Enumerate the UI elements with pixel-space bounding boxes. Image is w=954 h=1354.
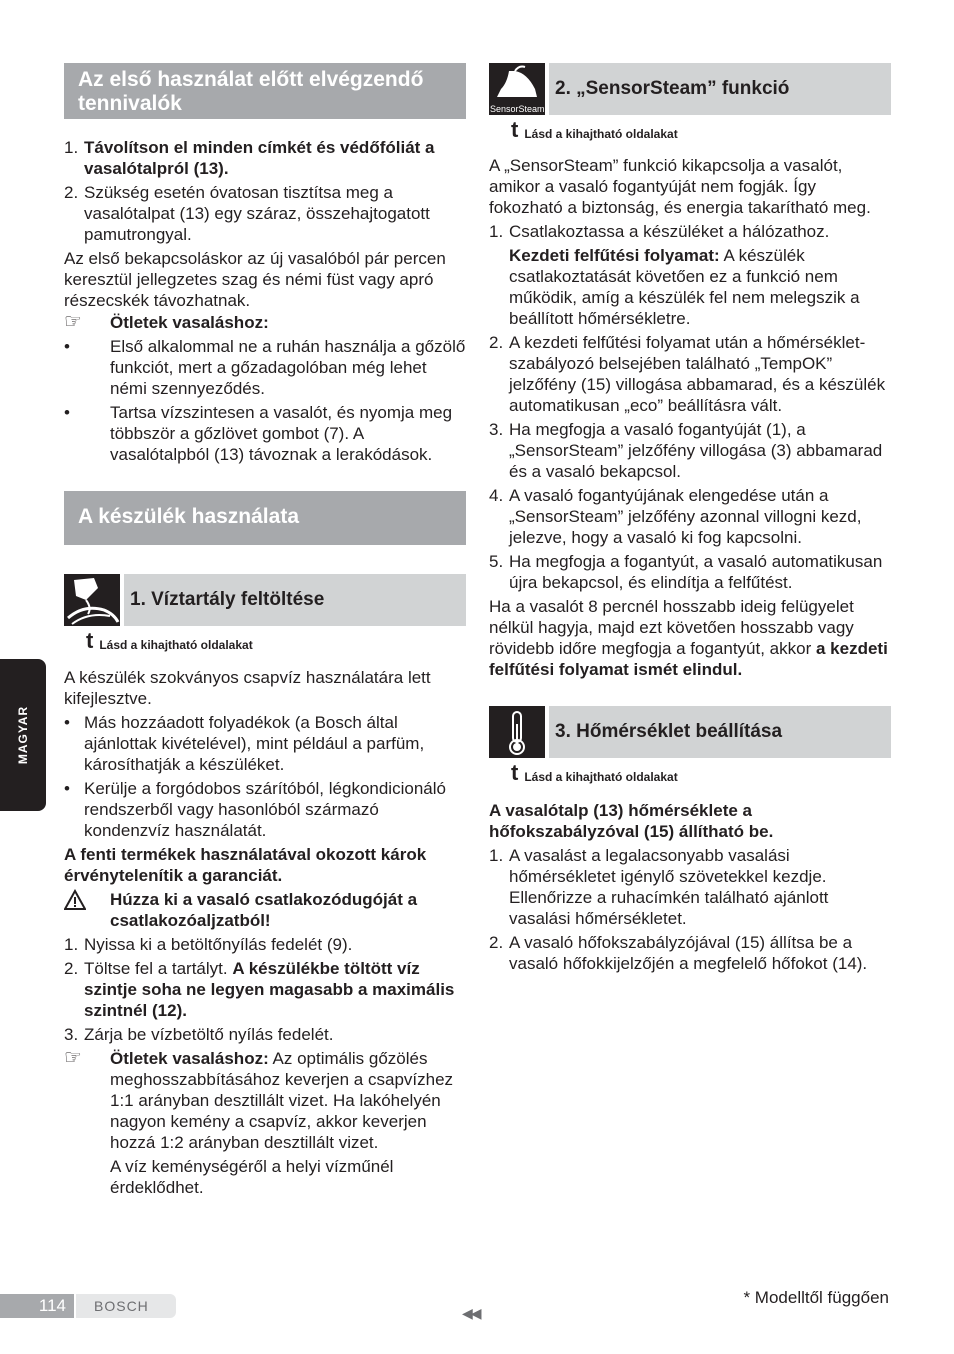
- paragraph: A „SensorSteam” funkció kikapcsolja a vasalót, amikor a vasaló fogantyúját nem fogják. Így fokozható a biztonság, és energia takarítható meg.: [489, 156, 871, 217]
- bullet-icon: •: [64, 337, 70, 356]
- subsection-header-sensorsteam: [489, 63, 891, 115]
- subsection-header-temperature: [489, 706, 891, 758]
- bullet-item: • Kerülje a forgódobos szárítóból, légkondicionáló rendszerből vagy hasonlóból származó kondenzvíz használatát.: [64, 779, 446, 840]
- water-fill-icon: [64, 574, 120, 626]
- foldout-reference: t Lásd a kihajtható oldalakat: [511, 760, 678, 785]
- list-item: 1. Távolítson el minden címkét és védőfóliát a vasalótalpról (13).: [64, 138, 435, 178]
- bullet-icon: •: [64, 779, 70, 798]
- paragraph: Ha a vasalót 8 percnél hosszabb ideig felügyelet nélkül hagyja, majd ezt követően hosszabb vagy rövidebb időre megfogja a fogantyút, akkor a kezdeti felfűtési folyamat ismét elindul.: [489, 597, 888, 679]
- subsection-title: 1. Víztartály feltöltése: [124, 574, 466, 626]
- back-arrows-icon[interactable]: ◀◀: [462, 1305, 480, 1321]
- foldout-reference: t Lásd a kihajtható oldalakat: [511, 117, 678, 142]
- list-item: 2. A kezdeti felfűtési folyamat után a hőmérséklet-szabályozó belsejében található „TempOK” jelzőfény (15) villogása abbamarad, és a készülék automatikusan „eco” beállításra vált.: [489, 333, 886, 415]
- bullet-icon: •: [64, 713, 70, 732]
- list-item: 2. Szükség esetén óvatosan tisztítsa meg a vasalótalpat (13) egy száraz, összehajtogatott pamutrongyal.: [64, 183, 430, 244]
- list-item: 1. A vasalást a legalacsonyabb vasalási hőmérsékletet igénylő szövetekkel kezdje. Ellenőrizze a ruhacímkén található ajánlott vasalási hőmérsékletet.: [489, 846, 829, 928]
- foldout-icon: t: [511, 760, 519, 785]
- sensorsteam-icon-label: SensorSteam: [490, 104, 545, 114]
- bullet-icon: •: [64, 403, 70, 422]
- list-item: 2. Töltse fel a tartályt. A készülékbe töltött víz szintje soha ne legyen magasabb a maximális szintnél (12).: [64, 959, 455, 1020]
- list-item: 2. A vasaló hőfokszabályzójával (15) állítsa be a vasaló hőfokkijelzőjén a megfelelő hőfokot (14).: [489, 933, 868, 973]
- bullet-item: • Első alkalommal ne a ruhán használja a gőzölő funkciót, mert a gőzadagolóban még lehet némi szennyeződés.: [64, 337, 466, 398]
- bullet-item: • Más hozzáadott folyadékok (a Bosch által ajánlottak kivételével), mint például a parfüm, károsíthatják a készüléket.: [64, 713, 425, 774]
- right-column: [489, 63, 891, 974]
- list-item: 3. Zárja be vízbetöltő nyílás fedelét.: [64, 1025, 334, 1044]
- footnote: * Modelltől függően: [743, 1288, 889, 1307]
- subsection-title: 2. „SensorSteam” funkció: [549, 63, 891, 115]
- warranty-warning: A fenti termékek használatával okozott károk érvénytelenítik a garanciát.: [64, 845, 427, 885]
- paragraph: A készülék szokványos csapvíz használatára lett kifejlesztve.: [64, 668, 431, 708]
- list-item: 1. Csatlakoztassa a készüléket a hálózathoz.: [489, 222, 830, 241]
- pointing-hand-icon: ☞: [64, 1047, 82, 1069]
- list-item-continued: Kezdeti felfűtési folyamat: A készülék csatlakoztatását követően ez a funkció nem működik, amíg a készülék fel nem melegszik a beállított hőmérsékletre.: [509, 246, 860, 328]
- section-title-usage: A készülék használata: [64, 491, 466, 545]
- brand-label: BOSCH: [76, 1294, 176, 1318]
- thermometer-icon: [489, 706, 545, 758]
- bullet-item: • Tartsa vízszintesen a vasalót, és nyomja meg többször a gőzlövet gombot (7). A vasalótalpból (13) távoznak a lerakódások.: [64, 403, 453, 464]
- foldout-icon: t: [511, 117, 519, 142]
- sensorsteam-icon: [489, 63, 545, 115]
- pointing-hand-icon: ☞: [64, 311, 82, 333]
- warning-triangle-icon: [64, 889, 110, 931]
- subsection-title: 3. Hőmérséklet beállítása: [549, 706, 891, 758]
- subsection-header-water-tank: [64, 574, 466, 626]
- foldout-reference: t Lásd a kihajtható oldalakat: [86, 628, 253, 653]
- caution: Húzza ki a vasaló csatlakozódugóját a csatlakozóaljzatból!: [64, 889, 466, 931]
- tip-continued: A víz keménységéről a helyi vízműnél érdeklődhet.: [110, 1157, 394, 1197]
- list-item: 4. A vasaló fogantyújának elengedése után a „SensorSteam” jelzőfény azonnal villogni kezd, jelezve, hogy a vasaló ki fog kapcsolni.: [489, 486, 862, 547]
- paragraph: A vasalótalp (13) hőmérséklete a hőfokszabályzóval (15) állítható be.: [489, 801, 774, 841]
- paragraph: Az első bekapcsoláskor az új vasalóból pár percen keresztül jellegzetes szag és némi füst vagy apró részecskék távozhatnak.: [64, 249, 446, 310]
- tip: ☞ Ötletek vasaláshoz:: [64, 311, 269, 333]
- language-tab-label: MAGYAR: [16, 705, 30, 765]
- list-item: 5. Ha megfogja a fogantyút, a vasaló automatikusan újra bekapcsol, és elindítja a felfűtést.: [489, 552, 883, 592]
- left-column: [64, 63, 466, 1198]
- tip: ☞ Ötletek vasaláshoz: Az optimális gőzölés meghosszabbításához keverjen a csapvízhez 1:1 arányban desztillált vizet. Ha lakóhelyén nagyon kemény a csapvíz, akkor keverjen hozzá 1:2 arányban desztillált vizet.: [64, 1047, 454, 1152]
- foldout-icon: t: [86, 628, 94, 653]
- list-item: 1. Nyissa ki a betöltőnyílás fedelét (9).: [64, 935, 353, 954]
- page-number: 114: [0, 1294, 74, 1318]
- list-item: 3. Ha megfogja a vasaló fogantyúját (1), a „SensorSteam” jelzőfény villogása (3) abbamarad és a vasaló bekapcsol.: [489, 420, 883, 481]
- language-tab: [0, 659, 46, 811]
- section-title-first-use: Az első használat előtt elvégzendő tennivalók: [64, 63, 466, 119]
